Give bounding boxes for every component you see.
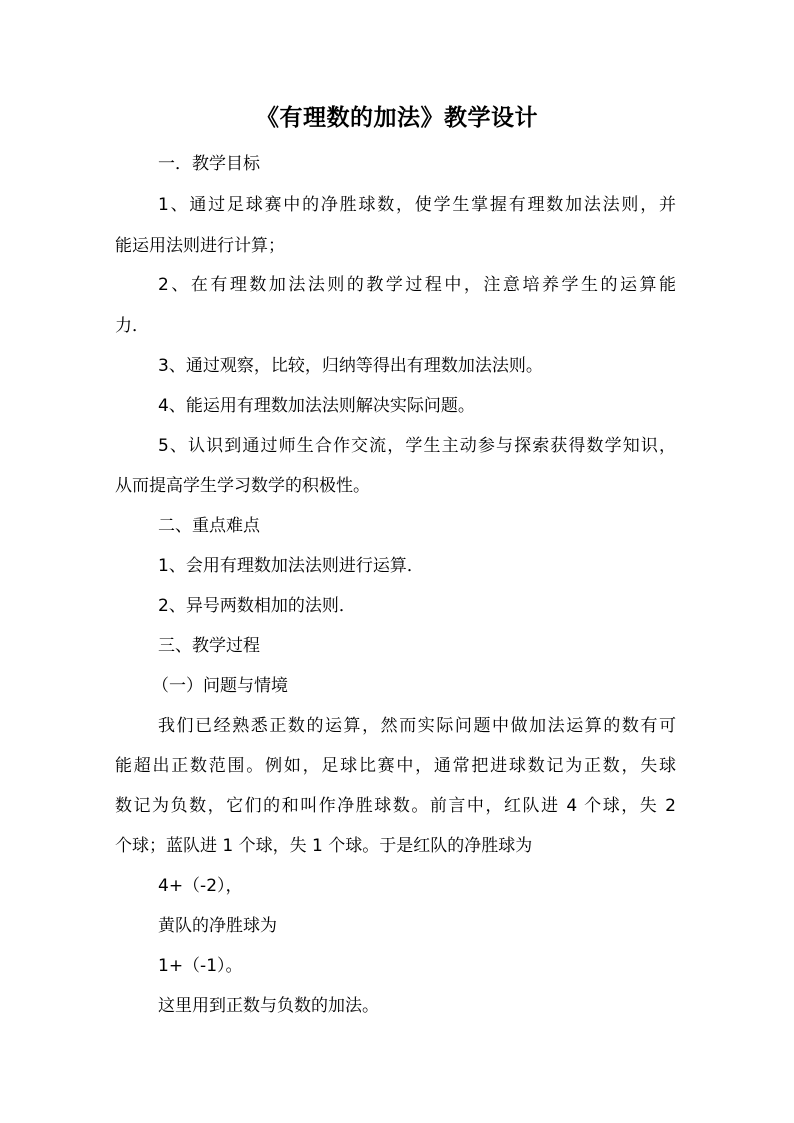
expression-line: 1+（-1）。 [158, 956, 243, 976]
section-heading-key-points: 二、重点难点 [158, 516, 260, 536]
section-heading-process: 三、教学过程 [158, 636, 260, 656]
subsection-heading: （一）问题与情境 [152, 676, 288, 696]
paragraph-line: 3、通过观察，比较，归纳等得出有理数加法法则。 [158, 356, 543, 376]
paragraph-line: 从而提高学生学习数学的积极性。 [115, 476, 370, 496]
paragraph-line: 2、在有理数加法法则的教学过程中，注意培养学生的运算能 [158, 275, 676, 295]
document-title: 《有理数的加法》教学设计 [256, 105, 538, 131]
paragraph-line: 能超出正数范围。例如，足球比赛中，通常把进球数记为正数，失球 [115, 756, 676, 776]
paragraph-line: 黄队的净胜球为 [158, 916, 277, 936]
paragraph-line: 5、认识到通过师生合作交流，学生主动参与探索获得数学知识， [158, 436, 676, 456]
section-heading-goals: 一．教学目标 [158, 154, 260, 174]
paragraph-line: 力． [115, 316, 149, 336]
paragraph-line: 1、通过足球赛中的净胜球数，使学生掌握有理数加法法则，并 [158, 195, 676, 215]
paragraph-line: 我们已经熟悉正数的运算，然而实际问题中做加法运算的数有可 [158, 716, 676, 736]
paragraph-line: 数记为负数，它们的和叫作净胜球数。前言中，红队进 4 个球，失 2 [115, 796, 676, 816]
paragraph-line: 4、能运用有理数加法法则解决实际问题。 [158, 396, 475, 416]
paragraph-line: 2、异号两数相加的法则． [158, 596, 356, 616]
paragraph-line: 这里用到正数与负数的加法。 [158, 996, 379, 1016]
expression-line: 4+（-2）， [158, 876, 243, 896]
paragraph-line: 个球；蓝队进 1 个球，失 1 个球。于是红队的净胜球为 [115, 836, 533, 856]
paragraph-line: 1、会用有理数加法法则进行运算． [158, 556, 424, 576]
paragraph-line: 能运用法则进行计算； [115, 236, 285, 256]
